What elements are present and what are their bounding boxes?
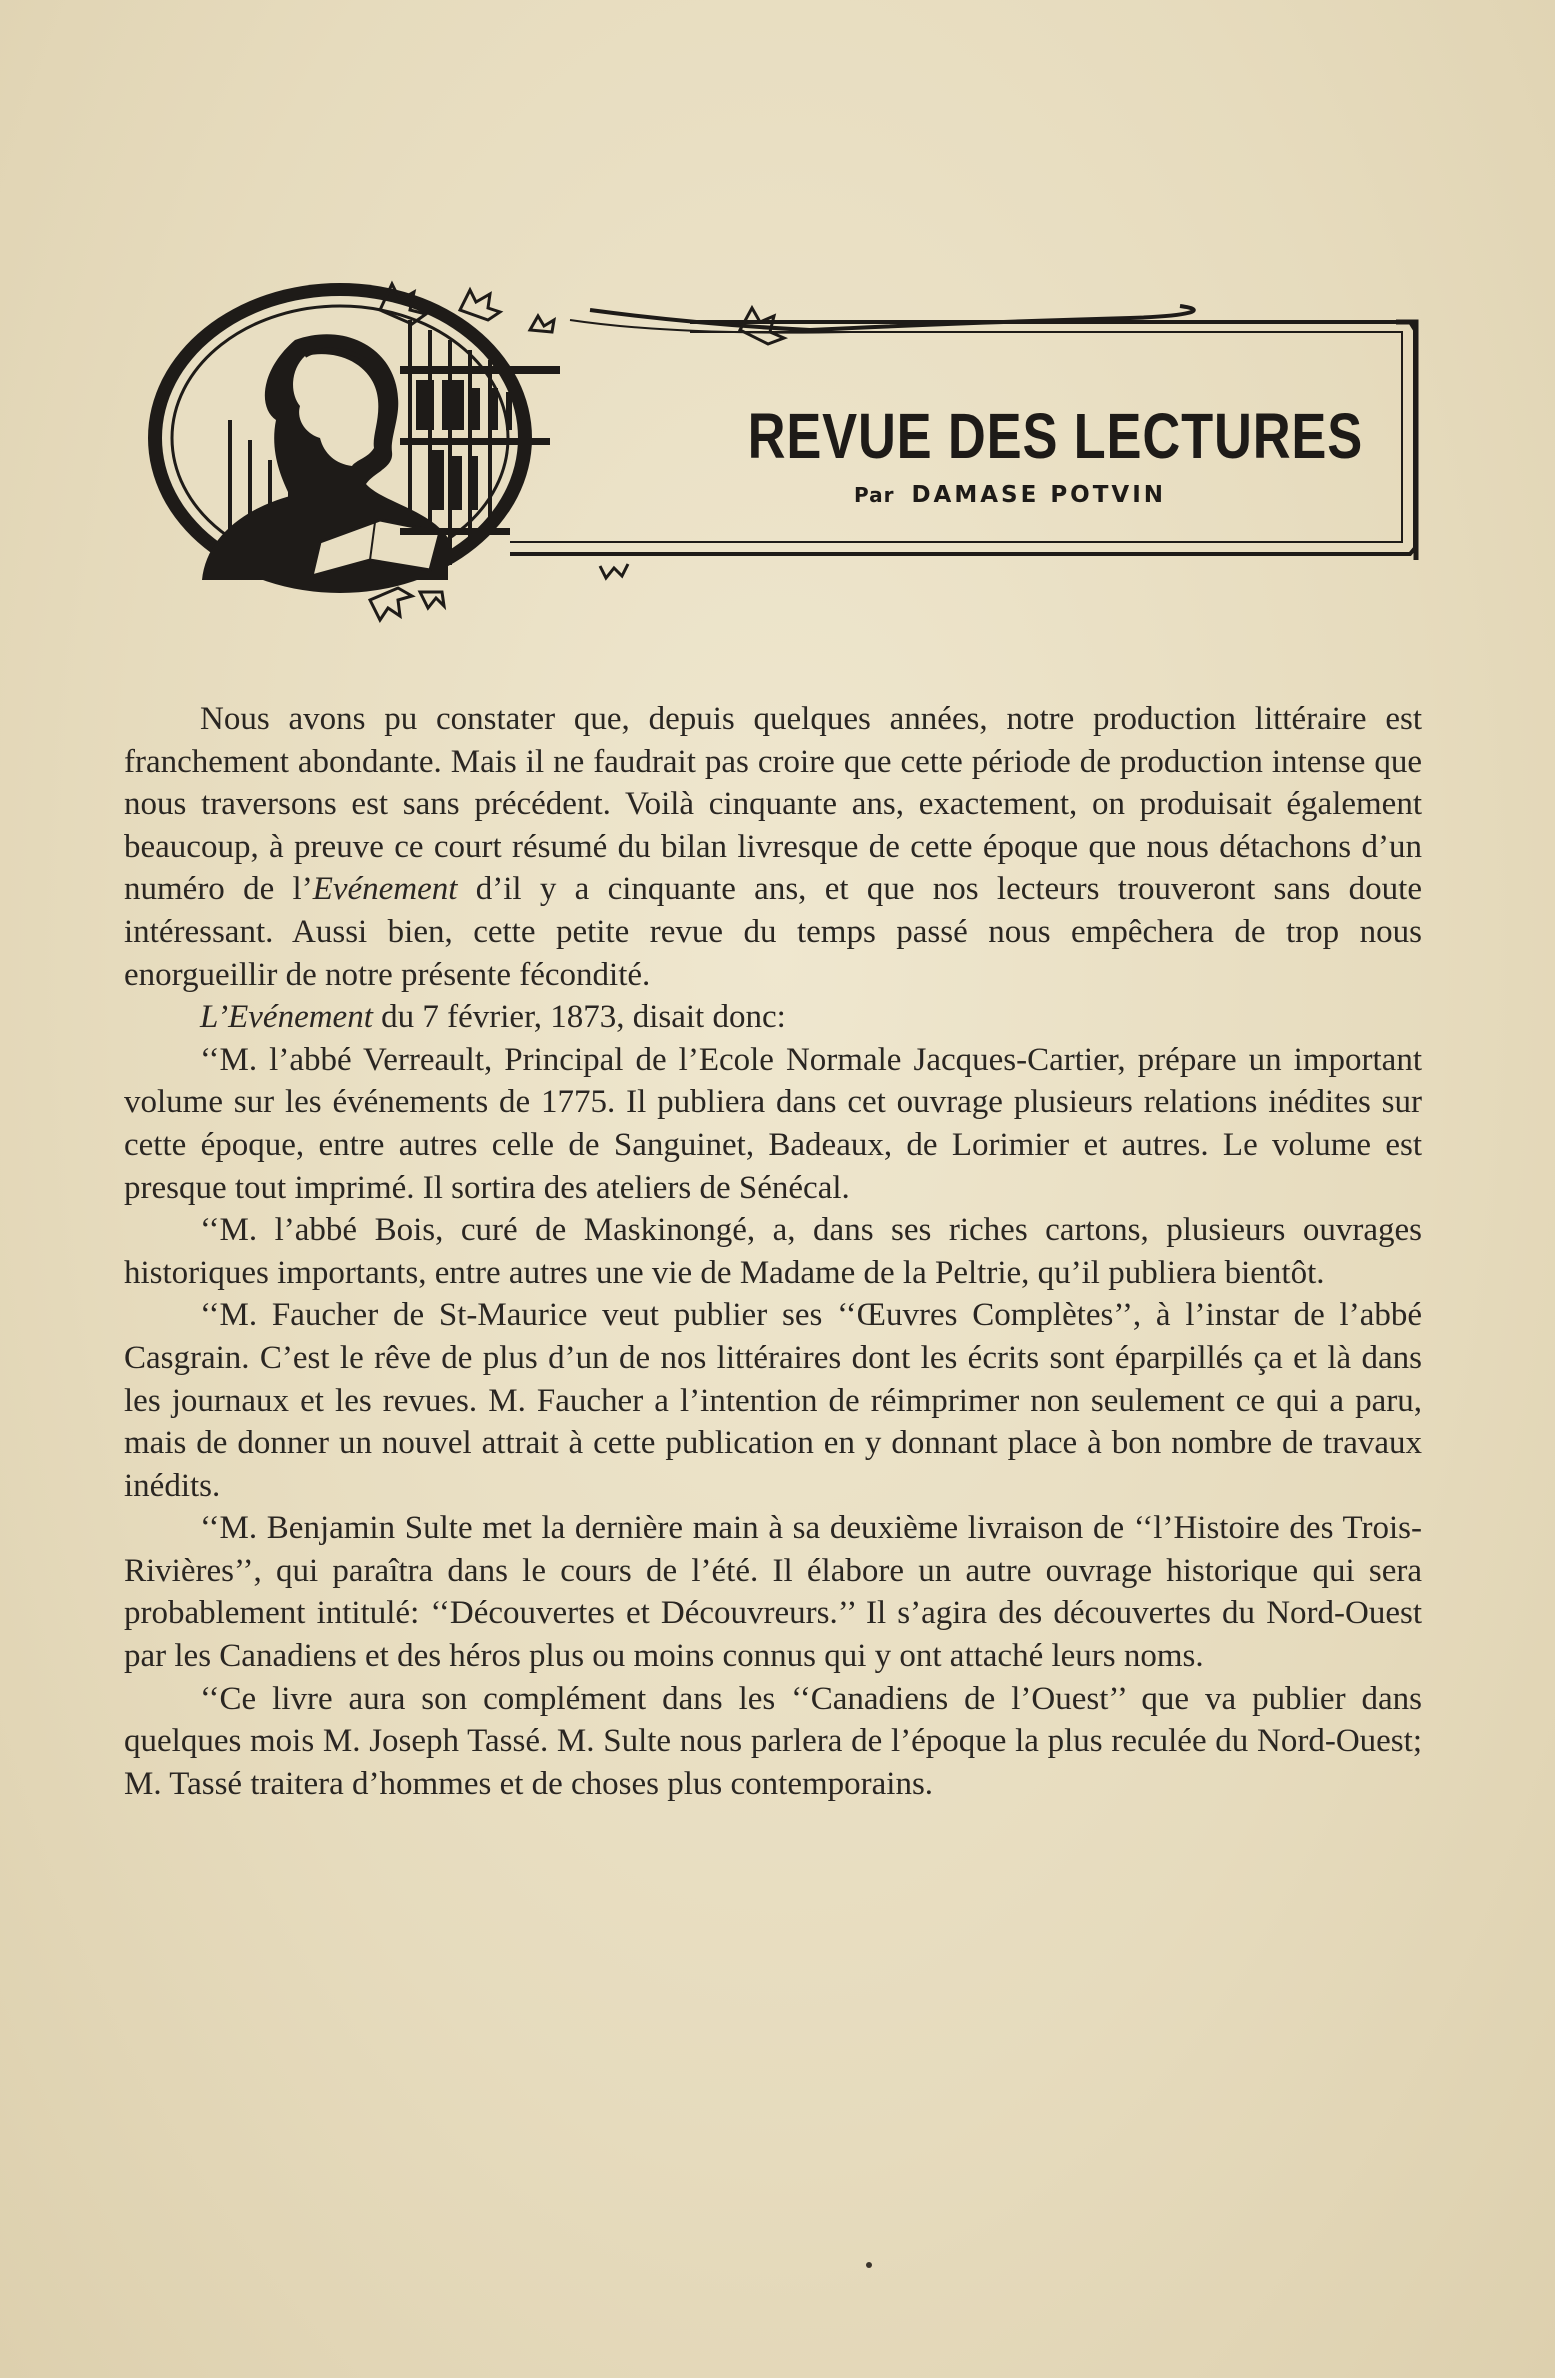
paragraph-4: ‘‘M. l’abbé Bois, curé de Maskinongé, a, dans ses riches cartons, plusieurs ouvrages historiques importants, entre autres une vie de Madame de la Peltrie, qu’il publiera bientôt. bbox=[124, 1212, 1422, 1291]
paragraph-6: ‘‘M. Benjamin Sulte met la dernière main à sa deuxième livraison de ‘‘l’Histoire des Trois-Rivières’’, qui paraîtra dans le cours de l’été. Il élabore un autre ouvrage historique qui sera probablement intitulé: ‘‘Découvertes et Découvreurs.’’ Il s’agira des découvertes du Nord-Ouest par les Canadiens et des héros plus ou moins connus qui y ont attaché leurs noms. bbox=[124, 1510, 1422, 1675]
article-body bbox=[124, 698, 1422, 1805]
paragraph-7: ‘‘Ce livre aura son complément dans les ‘‘Canadiens de l’Ouest’’ que va publier dans quelques mois M. Joseph Tassé. M. Sulte nous parlera de l’époque la plus reculée du Nord-Ouest; M. Tassé traitera d’hommes et de choses plus contemporains. bbox=[124, 1680, 1422, 1802]
paragraph-5: ‘‘M. Faucher de St-Maurice veut publier ses ‘‘Œuvres Complètes’’, à l’instar de l’abbé Casgrain. C’est le rêve de plus d’un de nos littéraires dont les écrits sont éparpillés ça et là dans les journaux et les revues. M. Faucher a l’intention de réimprimer non seulement ce qui a paru, mais de donner un nouvel attrait à cette publication en y donnant place à bon nombre de travaux inédits. bbox=[124, 1297, 1422, 1504]
paragraph-1: Nous avons pu constater que, depuis quelques années, notre production littéraire est franchement abondante. Mais il ne faudrait pas croire que cette période de production intense que nous traversons est sans précédent. Voilà cinquante ans, exactement, on produisait également beaucoup, à preuve ce court résumé du bilan livresque de cette époque que nous détachons d’un numéro de l’Evénement d’il y a cinquante ans, et que nos lecteurs trouveront sans doute intéressant. Aussi bien, cette petite revue du temps passé nous empêchera de trop nous enorgueillir de notre présente fécondité. bbox=[124, 701, 1423, 993]
byline-author: DAMASE POTVIN bbox=[911, 482, 1167, 508]
byline bbox=[690, 482, 1330, 508]
article-header bbox=[130, 270, 1430, 640]
paragraph-2: L’Evénement du 7 février, 1873, disait donc: bbox=[200, 999, 786, 1036]
newspaper-name: L’Evénement bbox=[200, 999, 373, 1036]
paragraph-3: ‘‘M. l’abbé Verreault, Principal de l’Ecole Normale Jacques-Cartier, prépare un important volume sur les événements de 1775. Il publiera dans cet ouvrage plusieurs relations inédites sur cette époque, entre autres celle de Sanguinet, Badeaux, de Lorimier et autres. Le volume est presque tout imprimé. Il sortira des ateliers de Sénécal. bbox=[124, 1041, 1422, 1206]
byline-prefix: Par bbox=[853, 483, 895, 507]
title-block bbox=[690, 400, 1364, 508]
newspaper-name: Evénement bbox=[312, 871, 458, 908]
page-title: REVUE DES LECTURES bbox=[747, 400, 1364, 472]
ink-speck bbox=[866, 2262, 872, 2268]
